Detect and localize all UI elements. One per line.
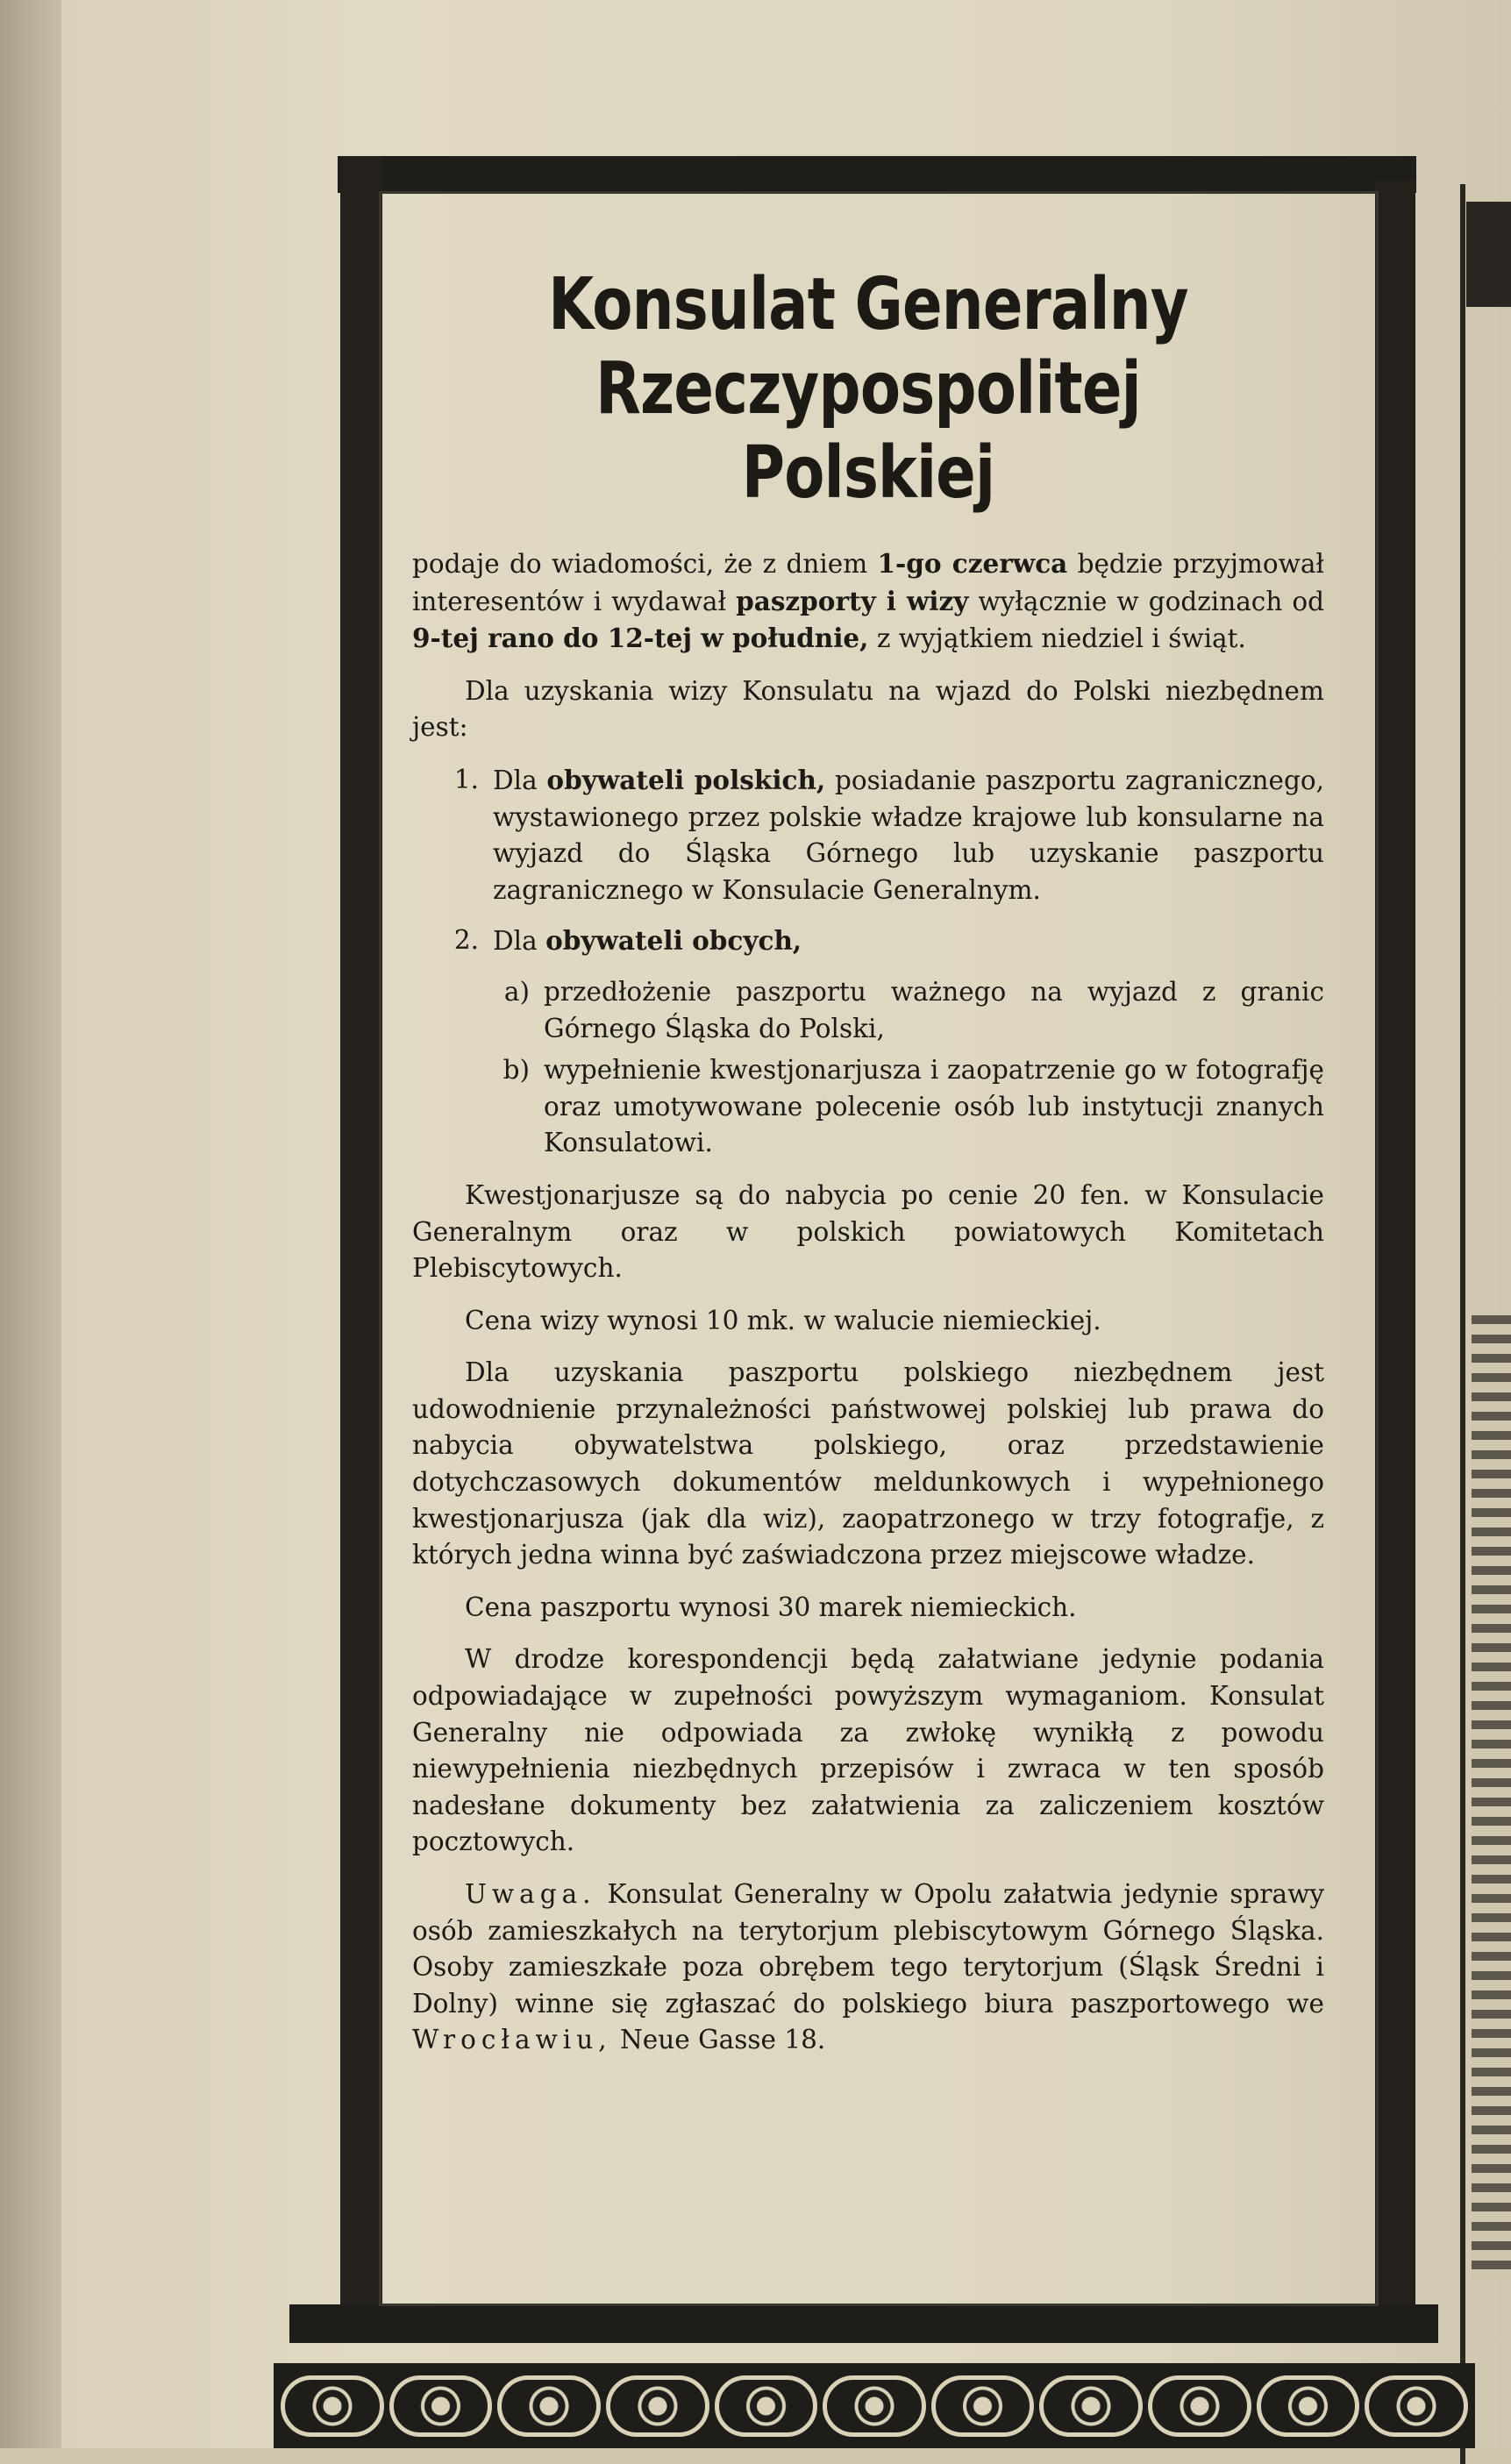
ornament-cell	[931, 2375, 1035, 2437]
intro-documents: paszporty i wizy	[736, 585, 969, 616]
ornament-cell	[1257, 2375, 1360, 2437]
requirement-item-2b	[412, 1052, 1324, 1162]
note-text-1: Konsulat Generalny w Opolu załatwia jedynie sprawy osób zamieszkałych na terytorjum plebiscytowym Górnego Śląska. Osoby zamieszkałe poza obrębem tego terytorjum (Śląsk Średni i Dolny) winne się zgłaszać do polskiego biura paszportowego we	[412, 1879, 1324, 2019]
item1-bold: obywateli polskich,	[546, 764, 826, 795]
requirement-item-1	[412, 762, 1324, 908]
sub-item-letter: a)	[503, 976, 530, 1007]
intro-text-2: będzie przyjmował interesentów i wydawał	[412, 549, 1324, 616]
ornament-cell	[281, 2375, 384, 2437]
intro-date: 1-go czerwca	[877, 548, 1068, 579]
notice-body	[412, 545, 1324, 2059]
note-label: Uwaga.	[465, 1879, 596, 1909]
item2-text-1: Dla	[493, 926, 546, 957]
note-text-2: Neue Gasse 18.	[611, 2025, 826, 2055]
ornament-cell	[497, 2375, 601, 2437]
frame-top-rule	[338, 156, 1416, 193]
requirement-item-2	[412, 922, 1324, 960]
sub-item-text: przedłożenie paszportu ważnego na wyjazd z granic Górnego Śląska do Polski,	[544, 976, 1324, 1043]
item-number: 2.	[453, 925, 479, 956]
intro-hours: 9-tej rano do 12-tej w południe,	[412, 623, 869, 654]
item1-text-2: posiadanie paszportu zagranicznego, wystawionego przez polskie władze krajowe lub konsularne na wyjazd do Śląska Górnego lub uzyskanie paszportu zagranicznego w Konsulacie Generalnym.	[493, 765, 1324, 905]
correspondence-paragraph: W drodze korespondencji będą załatwiane jedynie podania odpowiadające w zupełności powyższym wymaganiom. Konsulat Generalny nie odpowiada za zwłokę wynikłą z powodu niewypełnienia niezbędnych przepisów i zwraca w ten sposób nadesłane dokumenty bez załatwienia za zaliczeniem kosztów pocztowych.	[412, 1644, 1324, 1857]
item-text	[493, 762, 1324, 908]
ornament-cell	[1148, 2375, 1251, 2437]
note-paragraph	[412, 1876, 1324, 2059]
adjacent-column-block	[1466, 202, 1511, 307]
ornament-cell	[1365, 2375, 1468, 2437]
adjacent-column-strip	[1472, 1315, 1511, 2280]
title-line-2: Rzeczypospolitej Polskiej	[595, 347, 1141, 515]
visa-requirements-paragraph: Dla uzyskania wizy Konsulatu na wjazd do Polski niezbędnem jest:	[412, 675, 1324, 743]
intro-text-4: z wyjątkiem niedziel i świąt.	[868, 623, 1246, 654]
sub-item-text: wypełnienie kwestjonarjusza i zaopatrzenie go w fotografję oraz umotywowane polecenie osób lub instytucji znanych Konsulatowi.	[544, 1055, 1324, 1158]
notice-content	[412, 263, 1324, 2075]
visa-price-paragraph: Cena wizy wynosi 10 mk. w walucie niemieckiej.	[465, 1305, 1101, 1335]
item-number: 1.	[453, 764, 479, 794]
item1-text-1: Dla	[493, 765, 547, 795]
ornament-cell	[715, 2375, 818, 2437]
ornament-cell	[823, 2375, 926, 2437]
intro-text-3: wyłącznie w godzinach od	[968, 586, 1324, 616]
ornament-cell	[1039, 2375, 1143, 2437]
requirement-item-2a	[412, 974, 1324, 1047]
passport-requirements-paragraph: Dla uzyskania paszportu polskiego niezbędnem jest udowodnienie przynależności państwowej polskiej lub prawa do nabycia obywatelstwa polskiego, oraz przedstawienie dotychczasowych dokumentów meldunkowych i wypełnionego kwestjonarjusza (jak dla wiz), zaopatrzonego w trzy fotografje, z których jedna winna być zaświadczona przez miejscowe władze.	[412, 1357, 1324, 1570]
item2-bold: obywateli obcych,	[545, 925, 802, 957]
title-line-1: Konsulat Generalny	[548, 263, 1188, 346]
intro-paragraph	[412, 545, 1324, 658]
decorative-ornament-band	[274, 2363, 1475, 2448]
note-city: Wrocławiu,	[412, 2025, 612, 2055]
questionnaires-paragraph: Kwestjonarjusze są do nabycia po cenie 20 fen. w Konsulacie Generalnym oraz w polskich powiatowych Komitetach Plebiscytowych.	[412, 1179, 1324, 1284]
frame-left-rule	[340, 156, 382, 2322]
ornament-cell	[606, 2375, 709, 2437]
notice-title	[495, 263, 1243, 516]
sub-item-letter: b)	[502, 1055, 530, 1086]
item-text	[493, 922, 1324, 960]
frame-right-rule	[1375, 180, 1415, 2319]
intro-text-1: podaje do wiadomości, że z dniem	[412, 549, 878, 579]
frame-bottom-rule	[289, 2304, 1438, 2343]
ornament-cell	[389, 2375, 493, 2437]
page-edge	[0, 0, 61, 2448]
passport-price-paragraph: Cena paszportu wynosi 30 marek niemieckich.	[465, 1592, 1077, 1622]
